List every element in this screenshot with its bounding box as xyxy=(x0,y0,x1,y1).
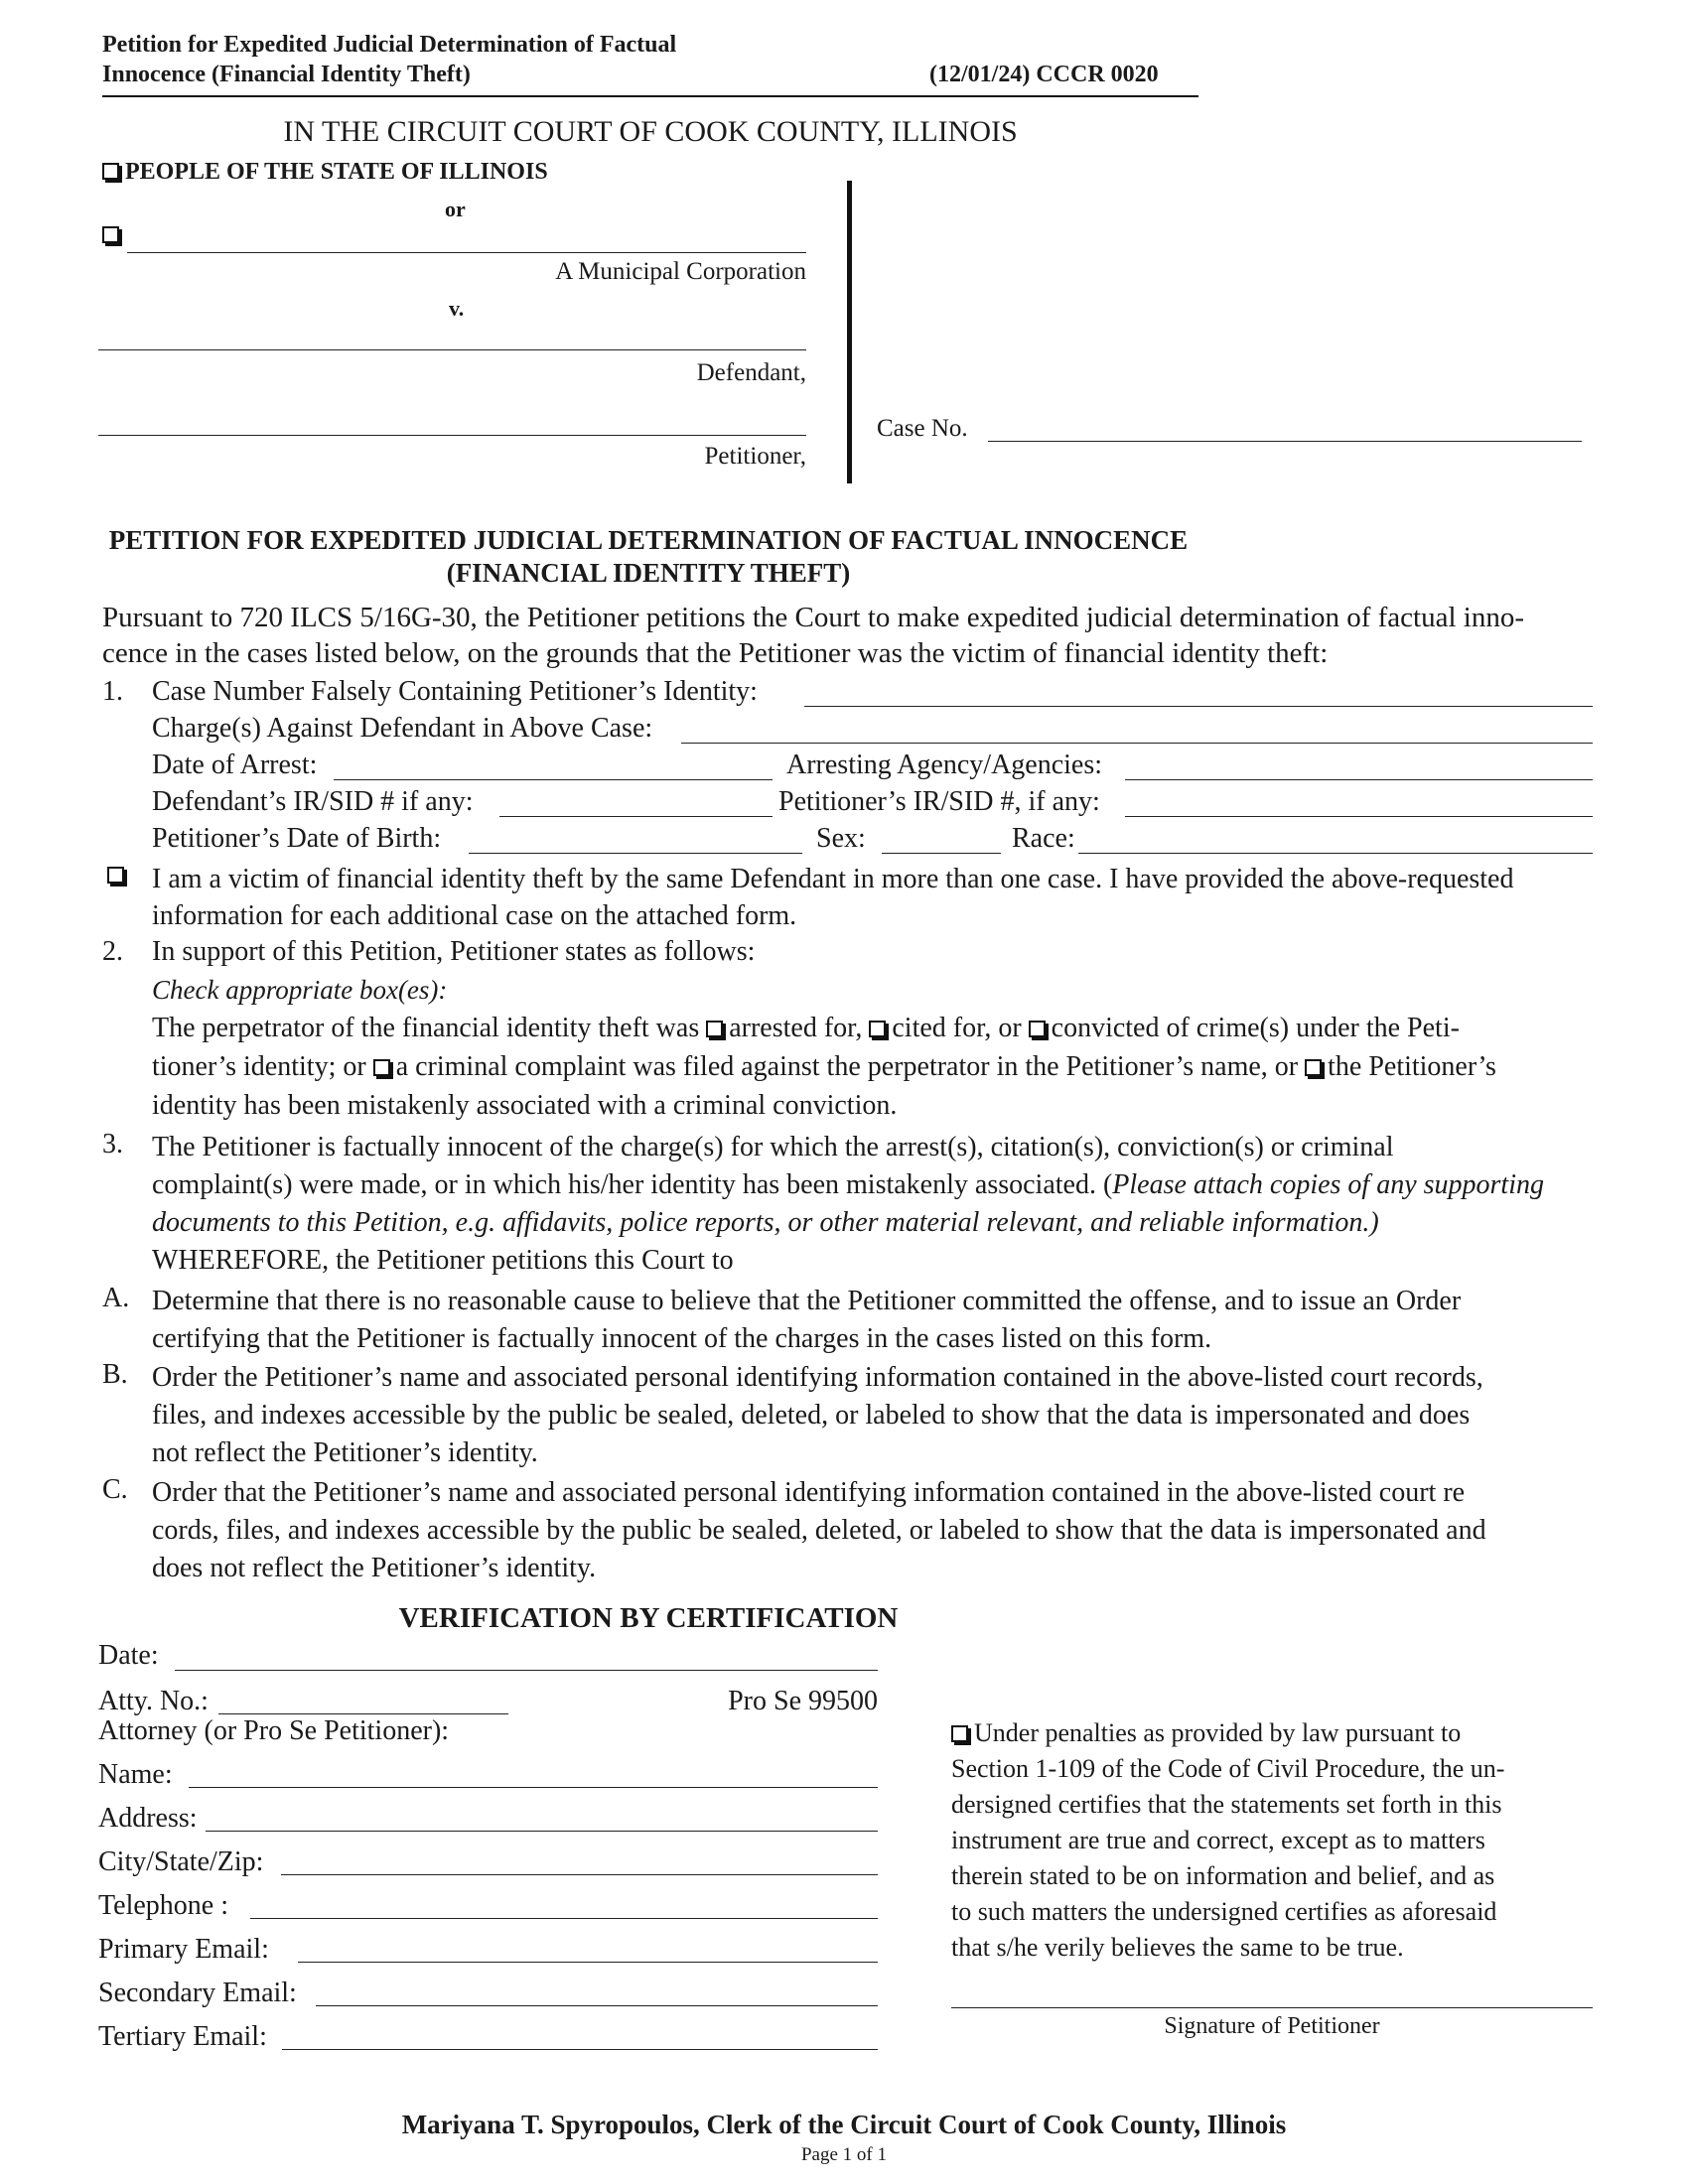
item-a-text xyxy=(152,1283,1461,1358)
convicted-label: convicted of crime(s) under the Peti- xyxy=(1051,1013,1460,1043)
item-a-line2: certifying that the Petitioner is factually innocent of the charges in the cases listed on this form. xyxy=(152,1323,1212,1354)
item3-line2 xyxy=(152,1166,1544,1204)
pro-se-number: Pro Se 99500 xyxy=(728,1686,878,1716)
municipal-checkbox[interactable] xyxy=(102,226,119,243)
petition-title xyxy=(0,524,1393,590)
petitioner-label: Petitioner, xyxy=(704,443,806,470)
multi-case-line1: I am a victim of financial identity theft by the same Defendant in more than one case. I have provided the above-requested xyxy=(152,864,1514,894)
form-title xyxy=(102,30,676,89)
item2-number: 2. xyxy=(102,936,123,967)
item1-number: 1. xyxy=(102,676,123,707)
item-c-line3: does not reflect the Petitioner’s identity. xyxy=(152,1553,597,1583)
address-label: Address: xyxy=(98,1803,198,1834)
petition-title-line2: (FINANCIAL IDENTITY THEFT) xyxy=(446,558,851,588)
case-number-label: Case Number Falsely Containing Petitioner’s Identity: xyxy=(152,676,758,707)
cert-line4: instrument are true and correct, except as to matters xyxy=(951,1826,1485,1854)
defendant-irsid-field[interactable] xyxy=(499,816,773,817)
caption-divider xyxy=(847,181,852,483)
cert-line1: Under penalties as provided by law pursuant to xyxy=(974,1718,1462,1747)
sex-label: Sex: xyxy=(816,823,866,854)
case-number-field[interactable] xyxy=(804,706,1593,707)
name-field[interactable] xyxy=(189,1787,878,1788)
mistaken-identity-label: the Petitioner’s xyxy=(1328,1051,1496,1082)
item3-line2-italic: Please attach copies of any supporting xyxy=(1112,1169,1544,1200)
petition-title-line1: PETITION FOR EXPEDITED JUDICIAL DETERMINATION OF FACTUAL INNOCENCE xyxy=(108,525,1189,555)
item-c-text xyxy=(152,1474,1486,1587)
complaint-checkbox[interactable] xyxy=(373,1059,390,1076)
item3-text xyxy=(152,1129,1544,1280)
item-c-letter: C. xyxy=(102,1474,128,1505)
tertiary-email-label: Tertiary Email: xyxy=(98,2021,267,2052)
perpetrator-line3: identity has been mistakenly associated with a criminal conviction. xyxy=(152,1090,898,1121)
cited-label: cited for, or xyxy=(892,1013,1022,1043)
case-no-field[interactable] xyxy=(988,441,1582,442)
wherefore-text: WHEREFORE, the Petitioner petitions this Court to xyxy=(152,1245,734,1276)
perpetrator-line1 xyxy=(152,1013,1460,1044)
primary-email-label: Primary Email: xyxy=(98,1934,269,1965)
multi-case-option xyxy=(107,867,130,887)
item-b-line3: not reflect the Petitioner’s identity. xyxy=(152,1437,538,1468)
defendant-irsid-label: Defendant’s IR/SID # if any: xyxy=(152,786,474,817)
race-label: Race: xyxy=(1012,823,1075,854)
or-label: or xyxy=(445,197,466,221)
race-field[interactable] xyxy=(1078,853,1593,854)
agency-label: Arresting Agency/Agencies: xyxy=(786,750,1103,780)
item-b-text xyxy=(152,1359,1483,1472)
secondary-email-field[interactable] xyxy=(316,2005,878,2006)
item-a-line1: Determine that there is no reasonable cause to believe that the Petitioner committed the offense, and to issue an Order xyxy=(152,1286,1462,1316)
item3-line2-roman: complaint(s) were made, or in which his/her identity has been mistakenly associated. ( xyxy=(152,1169,1113,1200)
telephone-field[interactable] xyxy=(250,1918,878,1919)
form-code: (12/01/24) CCCR 0020 xyxy=(929,62,1159,87)
tertiary-email-field[interactable] xyxy=(282,2049,878,2050)
dob-label: Petitioner’s Date of Birth: xyxy=(152,823,442,854)
check-boxes-hint: Check appropriate box(es): xyxy=(152,975,448,1005)
name-label: Name: xyxy=(98,1759,173,1790)
cited-checkbox[interactable] xyxy=(869,1021,886,1037)
item-b-line2: files, and indexes accessible by the public be sealed, deleted, or labeled to show that the data is impersonated and does xyxy=(152,1400,1471,1431)
atty-no-field[interactable] xyxy=(218,1713,508,1714)
item-b-letter: B. xyxy=(102,1359,128,1390)
complaint-label: a criminal complaint was filed against the perpetrator in the Petitioner’s name, or xyxy=(395,1051,1299,1082)
intro-line2: cence in the cases listed below, on the grounds that the Petitioner was the victim of financial identity theft: xyxy=(102,637,1329,669)
identity-or-label: tioner’s identity; or xyxy=(152,1051,366,1082)
cert-line7: that s/he verily believes the same to be true. xyxy=(951,1933,1404,1962)
item-b-line1: Order the Petitioner’s name and associated personal identifying information contained in the above-listed court records, xyxy=(152,1362,1483,1393)
mistaken-identity-checkbox[interactable] xyxy=(1305,1059,1322,1076)
agency-field[interactable] xyxy=(1125,779,1593,780)
cert-line1-row xyxy=(951,1715,1504,1751)
convicted-checkbox[interactable] xyxy=(1029,1021,1046,1037)
item-c-line1: Order that the Petitioner’s name and associated personal identifying information contained in the above-listed court re xyxy=(152,1477,1466,1508)
municipal-label: A Municipal Corporation xyxy=(555,258,806,285)
petitioner-irsid-field[interactable] xyxy=(1125,816,1593,817)
multi-case-text xyxy=(152,861,1513,934)
arrested-label: arrested for, xyxy=(729,1013,863,1043)
item-a-letter: A. xyxy=(102,1283,130,1313)
multi-case-checkbox[interactable] xyxy=(107,867,124,884)
petitioner-name-field[interactable] xyxy=(98,435,806,436)
cert-line5: therein stated to be on information and belief, and as xyxy=(951,1861,1495,1890)
cert-line6: to such matters the undersigned certifies as aforesaid xyxy=(951,1897,1497,1926)
form-title-line1: Petition for Expedited Judicial Determination of Factual xyxy=(102,32,677,58)
multi-case-line2: information for each additional case on the attached form. xyxy=(152,900,797,931)
court-name: IN THE CIRCUIT COURT OF COOK COUNTY, ILLINOIS xyxy=(283,115,1018,148)
item-c-line2: cords, files, and indexes accessible by the public be sealed, deleted, or labeled to show that the data is impersonated and xyxy=(152,1515,1486,1546)
cert-line2: Section 1-109 of the Code of Civil Procedure, the un- xyxy=(951,1754,1505,1783)
intro-line1: Pursuant to 720 ILCS 5/16G-30, the Petitioner petitions the Court to make expedited judicial determination of factual inno- xyxy=(102,602,1524,633)
cert-line3: dersigned certifies that the statements set forth in this xyxy=(951,1790,1502,1819)
primary-email-field[interactable] xyxy=(298,1962,878,1963)
arrest-date-label: Date of Arrest: xyxy=(152,750,318,780)
perpetrator-intro: The perpetrator of the financial identity theft was xyxy=(152,1013,700,1043)
page-number: Page 1 of 1 xyxy=(800,2144,887,2165)
item3-line3: documents to this Petition, e.g. affidavits, police reports, or other material relevant, and reliable information.) xyxy=(152,1207,1379,1238)
atty-no-label: Atty. No.: xyxy=(98,1686,209,1716)
municipal-name-field[interactable] xyxy=(127,252,806,253)
form-title-line2: Innocence (Financial Identity Theft) xyxy=(102,62,471,87)
address-field[interactable] xyxy=(206,1831,878,1832)
municipal-option xyxy=(102,226,125,247)
header-rule xyxy=(102,95,1198,97)
city-state-zip-field[interactable] xyxy=(281,1874,878,1875)
clerk-name: Mariyana T. Spyropoulos, Clerk of the Circuit Court of Cook County, Illinois xyxy=(401,2110,1287,2139)
people-option xyxy=(102,159,548,186)
signature-field[interactable] xyxy=(951,2007,1593,2008)
certification-checkbox[interactable] xyxy=(951,1725,968,1742)
date-field[interactable] xyxy=(175,1670,878,1671)
verification-title: VERIFICATION BY CERTIFICATION xyxy=(398,1602,899,1634)
certification-text xyxy=(951,1715,1504,1966)
petitioner-irsid-label: Petitioner’s IR/SID #, if any: xyxy=(778,786,1100,817)
secondary-email-label: Secondary Email: xyxy=(98,1978,297,2008)
case-no-label: Case No. xyxy=(877,415,968,442)
dob-field[interactable] xyxy=(469,853,802,854)
intro-text xyxy=(102,600,1524,671)
arrested-checkbox[interactable] xyxy=(706,1021,723,1037)
city-state-zip-label: City/State/Zip: xyxy=(98,1846,264,1877)
people-label: PEOPLE OF THE STATE OF ILLINOIS xyxy=(125,159,548,185)
charges-field[interactable] xyxy=(681,743,1593,744)
versus-label: v. xyxy=(449,296,465,321)
people-checkbox[interactable] xyxy=(102,163,119,180)
charges-label: Charge(s) Against Defendant in Above Case: xyxy=(152,713,653,744)
item2-text: In support of this Petition, Petitioner states as follows: xyxy=(152,936,756,967)
telephone-label: Telephone : xyxy=(98,1890,228,1921)
attorney-label: Attorney (or Pro Se Petitioner): xyxy=(98,1715,450,1746)
item3-number: 3. xyxy=(102,1129,123,1160)
defendant-label: Defendant, xyxy=(696,359,806,386)
defendant-name-field[interactable] xyxy=(98,349,806,350)
arrest-date-field[interactable] xyxy=(334,779,773,780)
perpetrator-line2 xyxy=(152,1051,1496,1083)
item3-line1: The Petitioner is factually innocent of the charge(s) for which the arrest(s), citation(s), conviction(s) or criminal xyxy=(152,1132,1394,1162)
date-label: Date: xyxy=(98,1640,159,1671)
signature-label: Signature of Petitioner xyxy=(1164,2013,1380,2039)
sex-field[interactable] xyxy=(882,853,1001,854)
